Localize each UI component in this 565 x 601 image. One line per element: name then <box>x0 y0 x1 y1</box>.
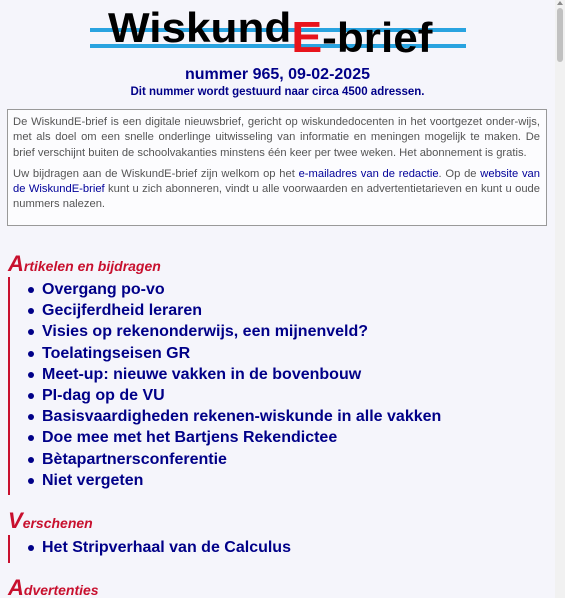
bullet-icon <box>28 457 34 463</box>
bullet-icon <box>28 308 34 314</box>
article-link[interactable]: Visies op rekenonderwijs, een mijnenveld? <box>0 321 441 342</box>
bullet-icon <box>28 287 34 293</box>
editor-email-link[interactable]: e-mailadres van de redactie <box>298 167 439 180</box>
article-link[interactable]: Het Stripverhaal van de Calculus <box>0 537 291 558</box>
section-title-ads: Advertenties <box>8 575 99 600</box>
article-link[interactable]: Basisvaardigheden rekenen-wiskunde in alle vakken <box>0 406 441 427</box>
issue-subline: Dit nummer wordt gestuurd naar circa 4500 adressen. <box>130 86 425 98</box>
article-link[interactable]: Toelatingseisen GR <box>0 343 441 364</box>
scrollbar[interactable] <box>555 0 565 598</box>
published-list <box>0 537 291 558</box>
masthead-logo <box>90 6 470 62</box>
issue-title: nummer 965, 09-02-2025 <box>185 66 370 83</box>
articles-list <box>0 279 441 491</box>
bullet-icon <box>28 393 34 399</box>
article-link[interactable]: Gecijferdheid leraren <box>0 300 441 321</box>
bullet-icon <box>28 351 34 357</box>
bullet-icon <box>28 372 34 378</box>
intro-paragraph-1: De WiskundE-brief is een digitale nieuwsbrief, gericht op wiskundedocenten in het voortgezet onder-wijs, met als doel om een snelle onderlinge uitwisseling van informatie en meningen mogelijk te maken. De brief verschijnt buiten de schoolvakanties minstens één keer per twee weken. Het abonnement is gratis. <box>13 116 540 159</box>
scroll-up-arrow-icon[interactable] <box>557 1 563 5</box>
website-link[interactable]: website van de WiskundE-brief <box>13 167 540 196</box>
bullet-icon <box>28 545 34 551</box>
article-link[interactable]: Meet-up: nieuwe vakken in de bovenbouw <box>0 364 441 385</box>
bullet-icon <box>28 478 34 484</box>
article-link[interactable]: PI-dag op de VU <box>0 385 441 406</box>
bullet-icon <box>28 329 34 335</box>
intro-paragraph-2: Uw bijdragen aan de WiskundE-brief zijn welkom op het e-mailadres van de redactie. Op de website van de WiskundE-brief kunt u zich abonneren, vindt u alle voorwaarden en advertentietarieven en kunt u oude nummers nalezen. <box>13 167 540 211</box>
scroll-thumb[interactable] <box>557 8 563 62</box>
logo-wordmark: WiskundE-brief <box>108 4 433 62</box>
section-title-articles: Artikelen en bijdragen <box>8 251 161 276</box>
bullet-icon <box>28 414 34 420</box>
bullet-icon <box>28 435 34 441</box>
intro-box <box>7 109 547 226</box>
article-link[interactable]: Doe mee met het Bartjens Rekendictee <box>0 427 441 448</box>
article-link[interactable]: Overgang po-vo <box>0 279 441 300</box>
article-link[interactable]: Bètapartnersconferentie <box>0 449 441 470</box>
section-title-published: Verschenen <box>8 508 93 533</box>
article-link[interactable]: Niet vergeten <box>0 470 441 491</box>
